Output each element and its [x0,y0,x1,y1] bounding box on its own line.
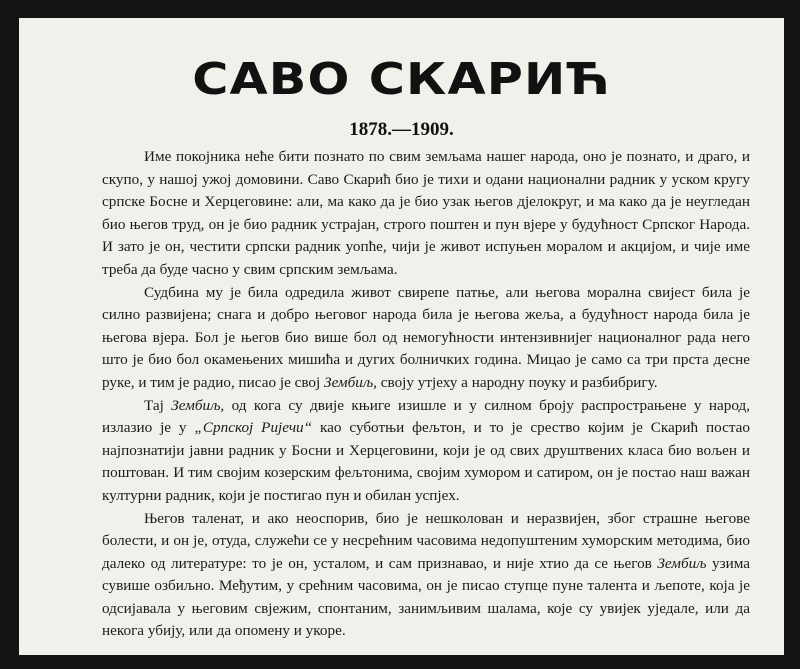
paragraph-2 [102,282,750,395]
paragraph-3-italic-zembil: Зембиљ [171,396,221,414]
paragraph-2-text-a: Судбина му је била одредила живот свирепе патње, али његова морална свијест била је силно развијена; снага и добро његовог народа била је његова жеља, а будућност народа била је његова вјера. Бол је његов био више бол од немогућности интензивнијег националног рада него што је био бол окамењених мишића и дугих болничких година. Мицао је само са три прста десне руке, и тим је радио, писао је свој [102,283,750,391]
paragraph-1 [102,146,750,282]
paragraph-2-text-b: , своју утјеху а народну поуку и разбибригу. [373,373,658,391]
article-body [102,146,750,643]
paragraph-1-text: Име покојника неће бити познато по свим земљама нашег народа, оно је познато, и драго, и скупо, у нашој ужој домовини. Саво Скарић био је тихи и одани национални радник у уском кругу српске Босне и Херцеговине: али, ма како да је био узак његов дјелокруг, и ма како да је неугледан био његов труд, он је био радник устрајан, строго поштен и пун вјере у будућност Српског Народа. И зато је он, честити српски радник уопће, чији је живот испуњен моралом и акцијом, и чије име треба да буде часно у свим српским земљама. [102,148,750,278]
paragraph-3 [102,395,750,508]
paragraph-4-italic-zembil: Зембиљ [657,554,707,572]
paragraph-4 [102,508,750,644]
paragraph-3-text-b: , од кога су двије књиге изишле и у силном броју распрострањене у народ, излазио је у [102,396,751,437]
paragraph-3-text-a: Тај [144,396,172,414]
obituary-title: САВО СКАРИЋ [192,54,611,105]
newspaper-page [19,18,784,655]
paragraph-4-text-b: узима сувише озбиљно. Међутим, у срећним часовима, он је писао ступце пуне талента и љепоте, која је одсијавала у његовим свјежим, спонтаним, занимљивим шалама, које су увијек уједале, или да некога убију, или да опомену и укоре. [102,554,750,640]
paragraph-4-text-a: Његов таленат, и ако неоспорив, био је нешколован и неразвијен, због страшне његове болести, и он је, отуда, служећи се у несрећним часовима недопуштеним хуморским методима, био далеко од литературе: то је он, усталом, и сам признавао, и није хтио да се његов [102,509,750,572]
paragraph-3-italic-srpska-rijec: „Српској Ријечи“ [194,419,313,437]
life-years: 1878.—1909. [349,119,454,140]
paragraph-3-text-c: као суботњи фељтон, и то је срество којим је Скарић постао најпознатији јавни радник у Босни и Херцеговини, који је од свих друштвених класа био вољен и поштован. И тим својим козерским фељтонима, својим хумором и сатиром, он је постао наш важан културни радник, који је постигао пун и обилан успјех. [102,419,750,504]
paragraph-2-italic-zembil: Зембиљ [324,373,374,391]
